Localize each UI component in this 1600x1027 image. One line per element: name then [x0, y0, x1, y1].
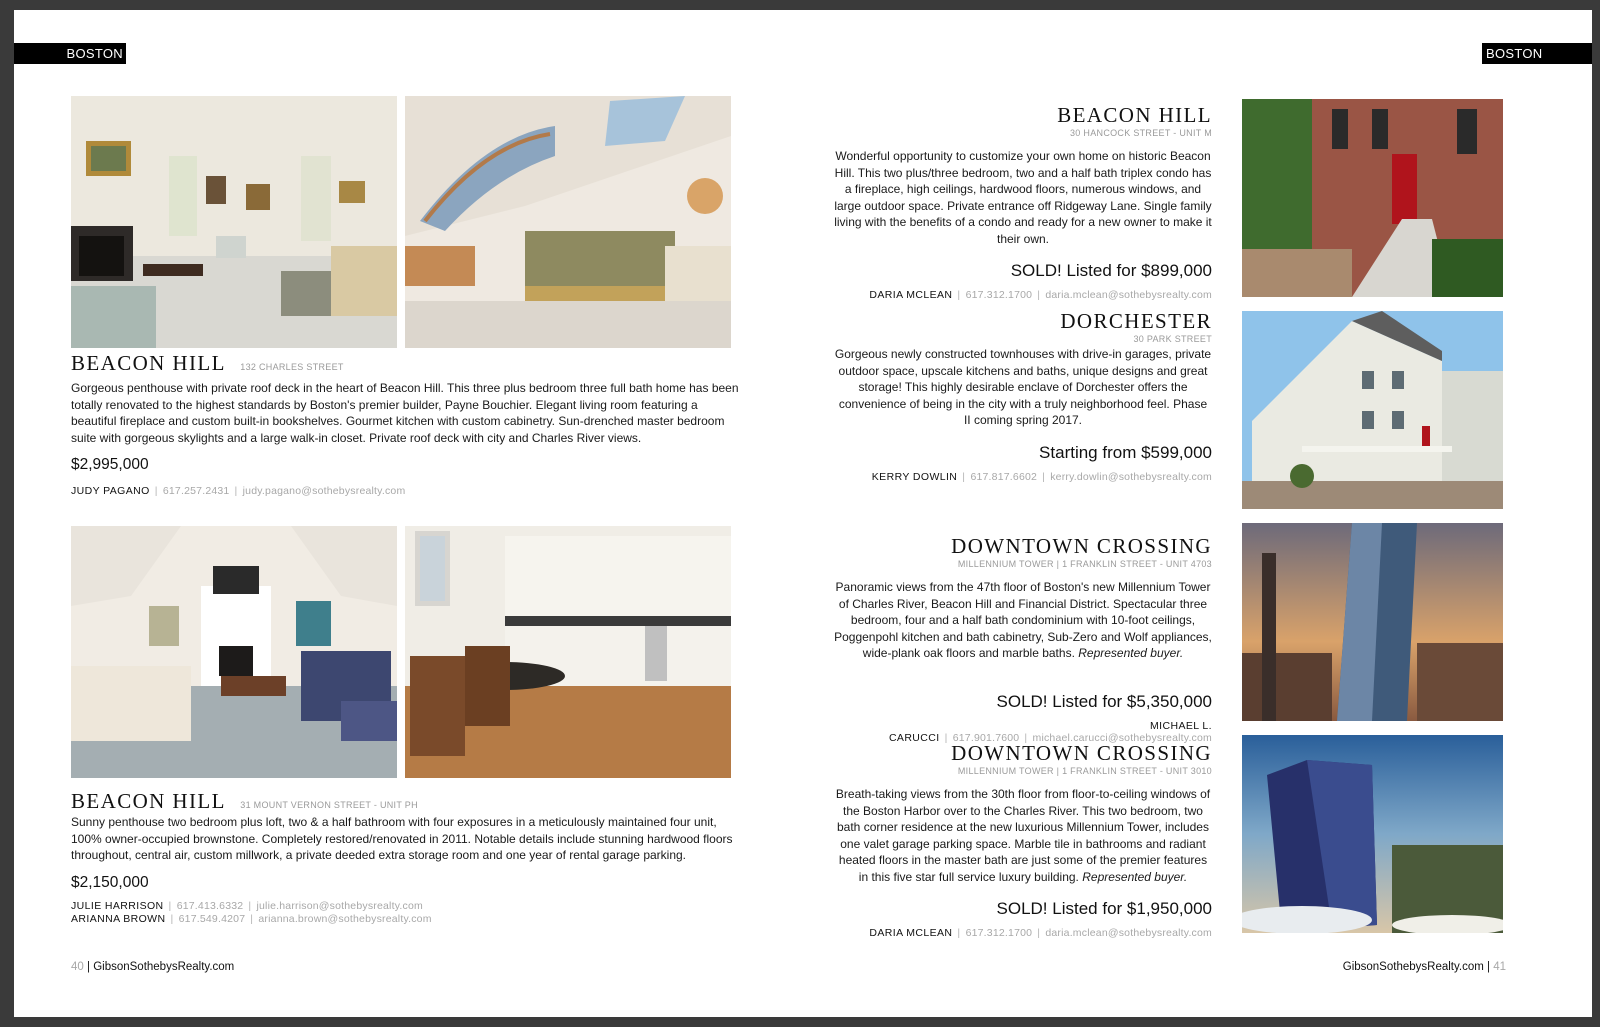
- brownstone-photo: [1242, 99, 1503, 297]
- agent-phone: 617.312.1700: [965, 289, 1033, 301]
- magazine-spread: [14, 10, 1592, 1017]
- footer-left: 40 | GibsonSothebysRealty.com: [71, 961, 235, 973]
- represented-buyer-note: Represented buyer.: [1082, 869, 1188, 884]
- listing-address: 30 HANCOCK STREET - UNIT M: [1070, 128, 1212, 138]
- listing-description: Wonderful opportunity to customize your own home on historic Beacon Hill. This two plus/three bedroom, two and a half bath triplex condo has a fireplace, high ceilings, hardwood floors, numerous windows, and large outdoor space. Private entrance off Ridgeway Lane. Single family living with the benefits of a condo and ready for a new owner to make it their own.: [834, 149, 1212, 246]
- agent-email[interactable]: daria.mclean@sothebysrealty.com: [1045, 927, 1212, 939]
- agent-email[interactable]: judy.pagano@sothebysrealty.com: [242, 485, 406, 497]
- listing-address: MILLENNIUM TOWER | 1 FRANKLIN STREET - UNIT 3010: [957, 766, 1212, 776]
- listing-title: DORCHESTER: [1060, 309, 1212, 333]
- agent-phone: 617.549.4207: [178, 912, 246, 925]
- agent-name: KERRY DOWLIN: [871, 470, 958, 483]
- listing-price: SOLD! Listed for $899,000: [1010, 261, 1212, 280]
- agent-phone: 617.817.6602: [970, 470, 1038, 483]
- agent-line: KERRY DOWLIN | 617.817.6602 | kerry.dowlin@sothebysrealty.com: [871, 470, 1212, 483]
- listing-description: Gorgeous newly constructed townhouses with drive-in garages, private outdoor space, upscale kitchens and baths, unique designs and great storage! This highly desirable enclave of Dorchester offers the convenience of being in the city with a truly neighborhood feel. Phase II coming spring 2017.: [834, 347, 1212, 427]
- footer-website-right[interactable]: GibsonSothebysRealty.com: [1342, 961, 1484, 973]
- listing-address: 31 MOUNT VERNON STREET - UNIT PH: [240, 800, 418, 810]
- listing-downtown-crossing-3010: [834, 741, 1212, 939]
- listing-description: [834, 786, 1212, 885]
- agent-line: DARIA MCLEAN | 617.312.1700 | daria.mclean@sothebysrealty.com: [869, 927, 1212, 939]
- agent-line: JULIE HARRISON | 617.413.6332 | julie.harrison@sothebysrealty.com: [71, 899, 423, 912]
- agent-phone: 617.413.6332: [176, 899, 244, 912]
- agent-name: DARIA MCLEAN: [869, 927, 953, 939]
- listing-title: DOWNTOWN CROSSING: [951, 741, 1212, 765]
- listing-description-text: Breath-taking views from the 30th floor from floor-to-ceiling windows of the Boston Harbor over to the Charles River. This two bedroom, two bath corner residence at the new luxurious Millennium Tower, includes one valet garage parking space. Marble tile in bathrooms and radiant heated floors in the master bath are just some of the premier features in this five star full service luxury building.: [835, 787, 1211, 884]
- agent-name: ARIANNA BROWN: [71, 912, 166, 925]
- listing-price: $2,995,000: [71, 456, 149, 473]
- agent-email[interactable]: kerry.dowlin@sothebysrealty.com: [1050, 470, 1212, 483]
- agent-line: DARIA MCLEAN | 617.312.1700 | daria.mclean@sothebysrealty.com: [869, 289, 1212, 301]
- agent-name: DARIA MCLEAN: [869, 289, 953, 301]
- listing-description: Gorgeous penthouse with private roof deck in the heart of Beacon Hill. This three plus bedroom three full bath home has been totally renovated to the highest standards by Boston's premier builder, Payne Bouchier. Elegant living room featuring a beautiful fireplace and custom built-in bookshelves. Gourmet kitchen with custom cabinetry. Sun-drenched master bedroom suite with gorgeous skylights and a large walk-in closet. Private roof deck with city and Charles River views.: [71, 381, 739, 445]
- agent-line: ARIANNA BROWN | 617.549.4207 | arianna.brown@sothebysrealty.com: [71, 912, 432, 925]
- listing-description: [834, 579, 1212, 662]
- agent-email[interactable]: daria.mclean@sothebysrealty.com: [1045, 289, 1212, 301]
- townhouses-photo: [1242, 311, 1503, 509]
- listing-description-text: Panoramic views from the 47th floor of Boston's new Millennium Tower of Charles River, Beacon Hill and Financial District. Spectacular three bedroom, four and a half bath condominium with 10-foot ceilings, Poggenpohl kitchen and bath cabinetry, Sub-Zero and Wolf appliances, wide-plank oak floors and marble baths.: [834, 580, 1212, 660]
- listing-downtown-crossing-4703: [834, 534, 1212, 744]
- page-number-right: 41: [1493, 961, 1506, 973]
- agent-phone: 617.312.1700: [965, 927, 1033, 939]
- section-tab-right: BOSTON: [1482, 43, 1592, 64]
- listing-price: SOLD! Listed for $1,950,000: [996, 899, 1212, 918]
- listing-title: BEACON HILL: [1057, 103, 1212, 127]
- agent-phone: 617.901.7600: [952, 731, 1020, 744]
- listing-description: Sunny penthouse two bedroom plus loft, two & a half bathroom with four exposures in a meticulously maintained four unit, 100% owner-occupied brownstone. Completely restored/renovated in 2011. Notable details include stunning hardwood floors throughout, central air, custom millwork, a private deeded extra storage room and one year of rental garage parking.: [71, 815, 733, 862]
- listing-dorchester: [834, 309, 1212, 483]
- listing-address: MILLENNIUM TOWER | 1 FRANKLIN STREET - UNIT 4703: [957, 559, 1212, 569]
- agent-line: JUDY PAGANO | 617.257.2431 | judy.pagano@sothebysrealty.com: [71, 485, 406, 497]
- footer-website-left[interactable]: GibsonSothebysRealty.com: [93, 961, 235, 973]
- page-number-left: 40: [71, 961, 84, 973]
- listing-price: Starting from $599,000: [1039, 442, 1212, 462]
- listing-title: BEACON HILL: [71, 351, 226, 375]
- listing-price: $2,150,000: [71, 873, 149, 891]
- footer-right: GibsonSothebysRealty.com | 41: [1342, 961, 1506, 973]
- listing-title: DOWNTOWN CROSSING: [951, 534, 1212, 558]
- agent-name: MICHAEL L. CARUCCI: [888, 719, 1212, 744]
- agent-email[interactable]: arianna.brown@sothebysrealty.com: [258, 912, 432, 925]
- bedroom-photo: [405, 96, 731, 348]
- agent-email[interactable]: julie.harrison@sothebysrealty.com: [256, 899, 423, 912]
- millennium-tower-sunset-photo: [1242, 523, 1503, 721]
- millennium-tower-aerial-photo: [1242, 735, 1503, 933]
- agent-email[interactable]: michael.carucci@sothebysrealty.com: [1032, 731, 1212, 744]
- living-room-photo: [71, 96, 397, 348]
- listing-address: 30 PARK STREET: [1133, 334, 1212, 344]
- kitchen-photo: [405, 526, 731, 778]
- agent-name: JUDY PAGANO: [71, 485, 150, 497]
- represented-buyer-note: Represented buyer.: [1078, 646, 1184, 660]
- section-tab-left: BOSTON: [14, 43, 126, 64]
- listing-beacon-hill-hancock: [834, 103, 1212, 301]
- listing-address: 132 CHARLES STREET: [240, 362, 344, 372]
- family-room-photo: [71, 526, 397, 778]
- listing-title: BEACON HILL: [71, 789, 226, 813]
- listing-beacon-hill-charles: [71, 351, 741, 497]
- listing-price: SOLD! Listed for $5,350,000: [996, 691, 1212, 711]
- listing-beacon-hill-mount-vernon: [71, 789, 741, 926]
- agent-line: MICHAEL L. CARUCCI | 617.901.7600 | michael.carucci@sothebysrealty.com: [888, 719, 1212, 744]
- agent-name: JULIE HARRISON: [71, 899, 164, 912]
- agent-phone: 617.257.2431: [162, 485, 230, 497]
